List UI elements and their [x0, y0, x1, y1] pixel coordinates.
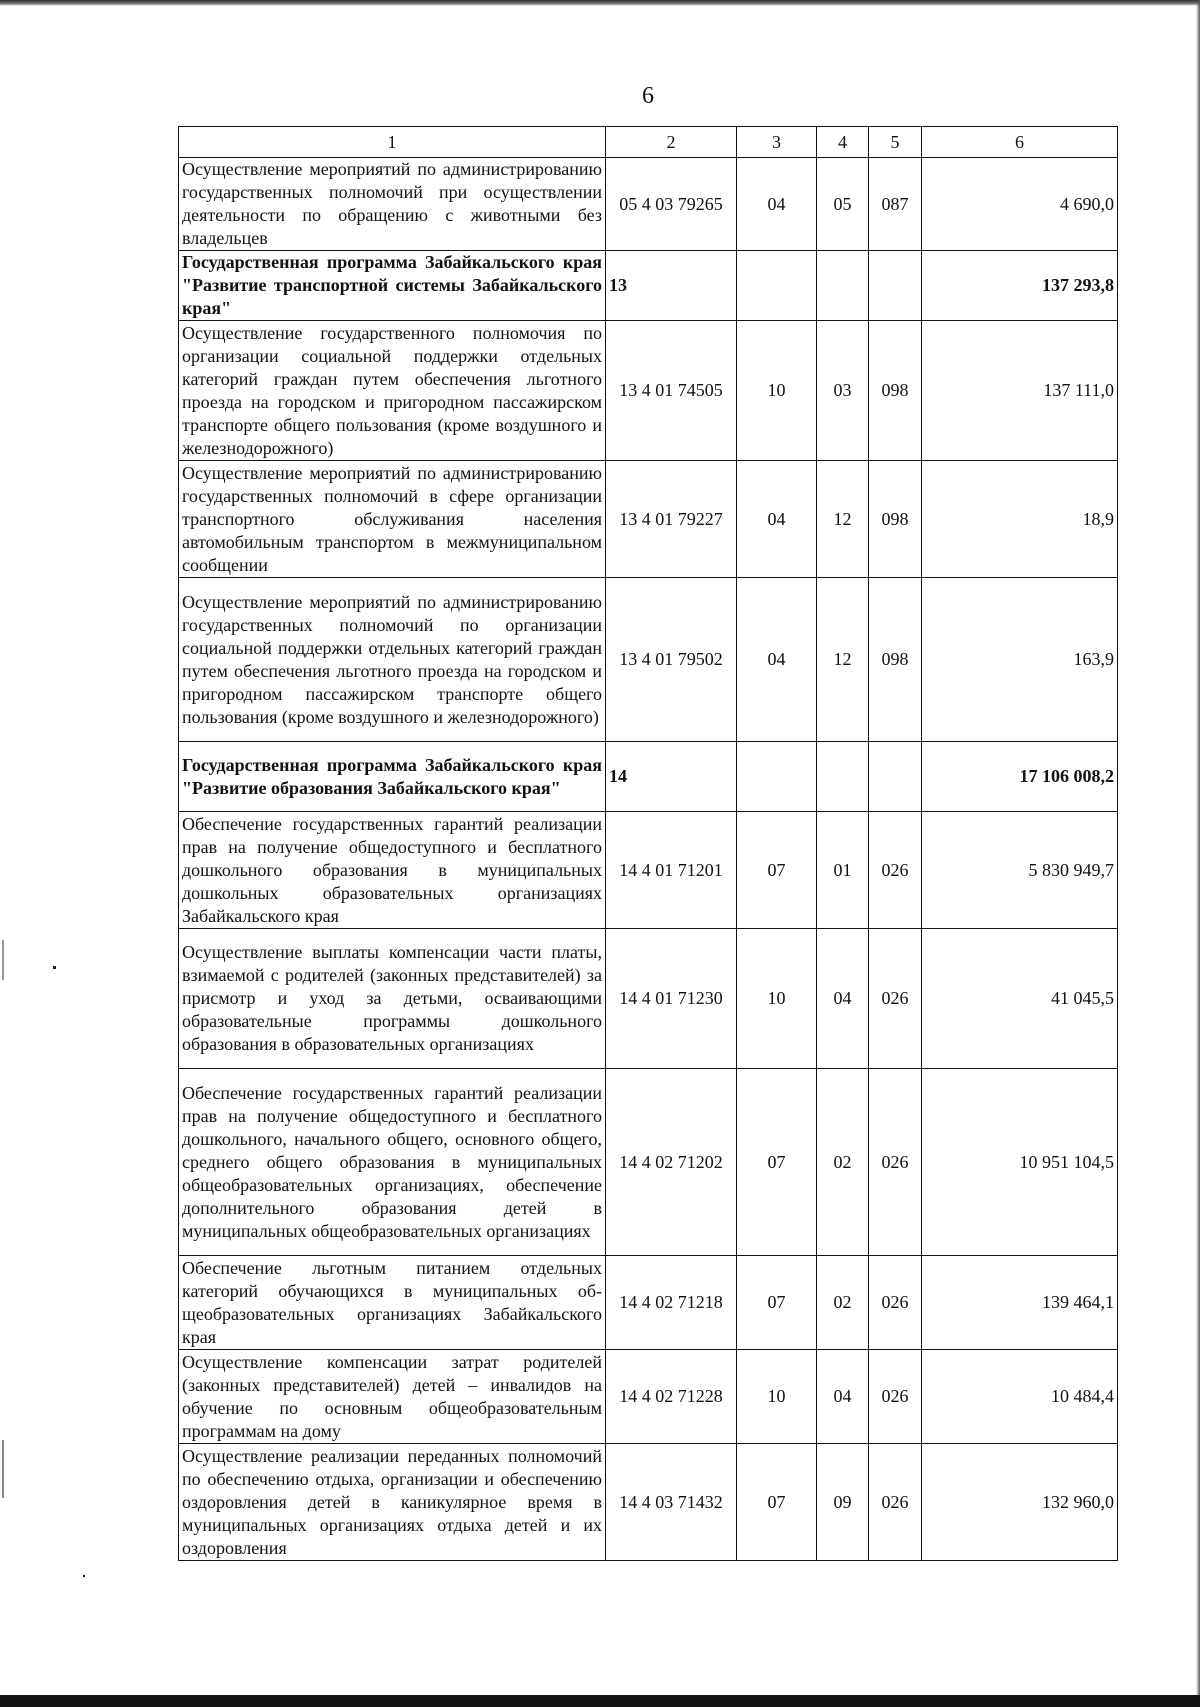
column-header: 6 [922, 127, 1118, 158]
target-code-cell: 14 4 02 71228 [606, 1350, 737, 1444]
target-code-cell: 13 4 01 79227 [606, 461, 737, 578]
subsection-cell: 05 [817, 158, 869, 251]
target-code-cell: 14 4 03 71432 [606, 1444, 737, 1561]
admin-code-cell: 098 [869, 321, 922, 461]
amount-cell: 10 951 104,5 [922, 1069, 1118, 1256]
amount-cell: 139 464,1 [922, 1256, 1118, 1350]
amount-cell: 41 045,5 [922, 929, 1118, 1069]
section-cell: 10 [737, 929, 817, 1069]
expense-name-cell: Осуществление государственного полномочия по организации социальной поддержки отдельных категорий граждан путем обеспечения льготного проезда на городском и пригородном пассажирском транспорте общего пользования (кроме воздушного и железнодорожного) [179, 321, 606, 461]
table-row [179, 461, 1118, 578]
amount-cell: 18,9 [922, 461, 1118, 578]
target-code-cell: 13 4 01 79502 [606, 578, 737, 742]
target-code-cell: 05 4 03 79265 [606, 158, 737, 251]
amount-cell: 137 111,0 [922, 321, 1118, 461]
expense-name-cell: Обеспечение государственных гарантий реализации прав на получение общедоступного и бесплатного дошкольного образования в муниципальных дошкольных образовательных организациях Забайкальского края [179, 812, 606, 929]
expense-name-cell: Осуществление выплаты компенсации части платы, взимаемой с родителей (законных представителей) за присмотр и уход за детьми, осваивающими образовательные программы дошкольного образования в образовательных организациях [179, 929, 606, 1069]
admin-code-cell: 026 [869, 812, 922, 929]
admin-code-cell: 026 [869, 1350, 922, 1444]
scan-edge-bottom [0, 1695, 1200, 1707]
admin-code-cell: 098 [869, 461, 922, 578]
scan-speck [83, 1575, 85, 1577]
table-row [179, 812, 1118, 929]
section-cell: 07 [737, 1444, 817, 1561]
amount-cell: 5 830 949,7 [922, 812, 1118, 929]
table-row [179, 1350, 1118, 1444]
expense-name-cell: Осуществление мероприятий по администрированию государственных полномочий по организации социальной поддержки отдельных категорий граждан путем обеспечения льготного проезда на городском и пригородном пассажирском транспорте общего пользования (кроме воздушного и железнодорожного) [179, 578, 606, 742]
expense-name-cell: Осуществление мероприятий по администрированию государственных полномочий в сфере организации транспортного обслуживания населения автомобильным транспортом в межмуниципальном сообщении [179, 461, 606, 578]
column-header: 3 [737, 127, 817, 158]
section-cell: 04 [737, 158, 817, 251]
table-row [179, 158, 1118, 251]
target-code-cell: 14 4 02 71202 [606, 1069, 737, 1256]
scan-edge-right [1196, 0, 1200, 1707]
target-code-cell: 14 4 02 71218 [606, 1256, 737, 1350]
table-row [179, 929, 1118, 1069]
amount-cell: 10 484,4 [922, 1350, 1118, 1444]
section-cell: 04 [737, 461, 817, 578]
section-cell: 07 [737, 1069, 817, 1256]
section-cell: 10 [737, 321, 817, 461]
section-cell [737, 742, 817, 812]
amount-cell: 132 960,0 [922, 1444, 1118, 1561]
table-header-row [179, 127, 1118, 158]
target-code-cell: 14 [606, 742, 737, 812]
subsection-cell: 03 [817, 321, 869, 461]
table-row [179, 321, 1118, 461]
admin-code-cell [869, 251, 922, 321]
admin-code-cell: 026 [869, 1256, 922, 1350]
expense-name-cell: Осуществление компенсации затрат родителей (законных представителей) детей – инвалидов на обучение по основным общеобразовательным программам на дому [179, 1350, 606, 1444]
section-cell: 07 [737, 1256, 817, 1350]
section-cell: 04 [737, 578, 817, 742]
section-cell [737, 251, 817, 321]
column-header: 2 [606, 127, 737, 158]
section-cell: 10 [737, 1350, 817, 1444]
expense-name-cell: Обеспечение государственных гарантий реализации прав на получение общедоступного и бесплатного дошкольного, начального общего, основного общего, среднего общего образования в муниципальных общеобразовательных организациях, обеспечение дополнительного образования детей в муниципальных общеобразовательных организациях [179, 1069, 606, 1256]
column-header: 5 [869, 127, 922, 158]
scan-speck [2, 1440, 4, 1498]
subsection-cell: 02 [817, 1069, 869, 1256]
page-number: 6 [642, 83, 654, 109]
section-cell: 07 [737, 812, 817, 929]
expense-name-cell: Обеспечение льготным питанием отдельных категорий обучающихся в муниципальных общеобразовательных организациях Забайкальского края [179, 1256, 606, 1350]
admin-code-cell: 026 [869, 1444, 922, 1561]
subsection-cell [817, 742, 869, 812]
subsection-cell: 09 [817, 1444, 869, 1561]
program-row [179, 742, 1118, 812]
subsection-cell: 04 [817, 929, 869, 1069]
admin-code-cell: 087 [869, 158, 922, 251]
subsection-cell: 02 [817, 1256, 869, 1350]
target-code-cell: 13 4 01 74505 [606, 321, 737, 461]
target-code-cell: 14 4 01 71230 [606, 929, 737, 1069]
column-header: 4 [817, 127, 869, 158]
table-row [179, 1444, 1118, 1561]
table-row [179, 578, 1118, 742]
subsection-cell: 12 [817, 578, 869, 742]
table-row [179, 1256, 1118, 1350]
subsection-cell: 04 [817, 1350, 869, 1444]
amount-cell: 163,9 [922, 578, 1118, 742]
program-row [179, 251, 1118, 321]
table-row [179, 1069, 1118, 1256]
expense-name-cell: Осуществление реализации переданных полномочий по обеспечению отдыха, организации и обеспечению оздоровления детей в каникулярное время в муниципальных организациях отдыха детей и их оздоровления [179, 1444, 606, 1561]
amount-cell: 137 293,8 [922, 251, 1118, 321]
subsection-cell: 12 [817, 461, 869, 578]
target-code-cell: 13 [606, 251, 737, 321]
admin-code-cell [869, 742, 922, 812]
amount-cell: 17 106 008,2 [922, 742, 1118, 812]
amount-cell: 4 690,0 [922, 158, 1118, 251]
admin-code-cell: 026 [869, 1069, 922, 1256]
subsection-cell [817, 251, 869, 321]
column-header: 1 [179, 127, 606, 158]
scan-speck [2, 940, 4, 980]
subsection-cell: 01 [817, 812, 869, 929]
admin-code-cell: 026 [869, 929, 922, 1069]
expense-name-cell: Осуществление мероприятий по администрированию государственных полномочий при осуществлении деятельности по обращению с животными без владельцев [179, 158, 606, 251]
expense-name-cell: Государственная программа Забайкальского края "Развитие образования Забайкальского края" [179, 742, 606, 812]
expense-name-cell: Государственная программа Забайкальского края "Развитие транспортной системы Забайкальского края" [179, 251, 606, 321]
admin-code-cell: 098 [869, 578, 922, 742]
budget-table [178, 126, 1118, 1561]
scan-speck [53, 966, 56, 969]
target-code-cell: 14 4 01 71201 [606, 812, 737, 929]
scan-edge-top [0, 0, 1200, 6]
